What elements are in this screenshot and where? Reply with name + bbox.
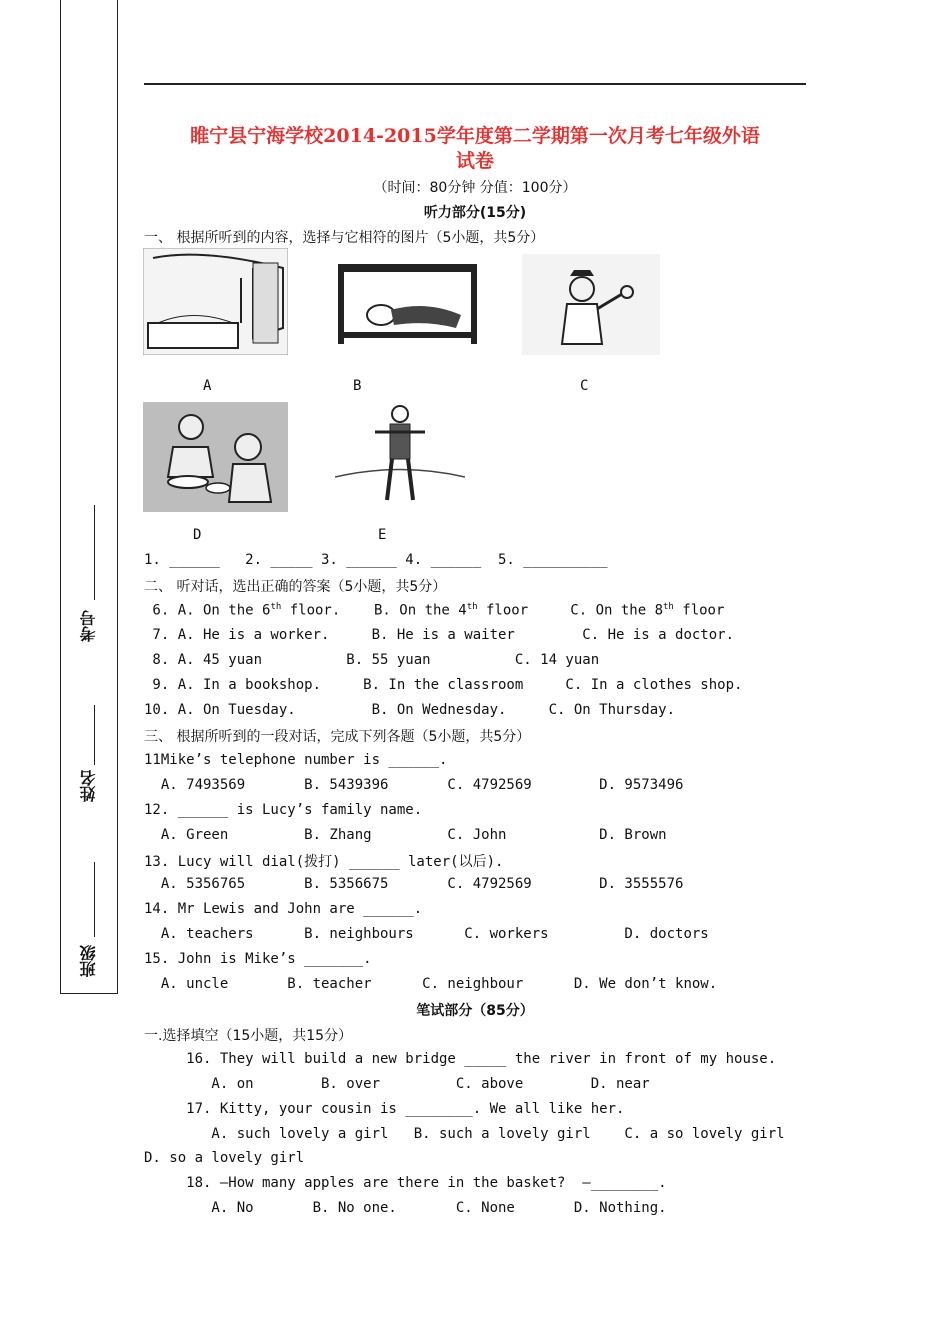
written-line: 18. —How many apples are there in the basket? —________. [144,1175,667,1191]
q6-part2: floor. B. On the 4 [281,602,467,619]
q6-part1: 6. A. On the 6 [144,602,271,619]
question-8: 8. A. 45 yuan B. 55 yuan C. 14 yuan [144,652,600,668]
part3-line: 13. Lucy will dial(拨打) ______ later(以后). [144,854,504,870]
written-heading: 一.选择填空（15小题，共15分） [144,1028,353,1044]
written-line: 17. Kitty, your cousin is ________. We all like her. [144,1101,625,1117]
part2-heading: 二、 听对话，选出正确的答案（5小题，共5分） [144,579,447,595]
exam-title [144,124,806,174]
part3-line: 11Mike’s telephone number is ______. [144,752,448,768]
part3-line: 15. John is Mike’s _______. [144,951,372,967]
q6-sup1: th [270,602,282,612]
number-blank-line [94,505,95,600]
q6-part3: floor C. On the 8 [477,602,663,619]
part3-line: A. uncle B. teacher C. neighbour D. We don’t know. [144,976,718,992]
standing-man-picture [335,402,465,507]
question-7: 7. A. He is a worker. B. He is a waiter C. He is a doctor. [144,627,735,643]
picture-letter-b: B [353,378,362,394]
part3-line: A. teachers B. neighbours C. workers D. doctors [144,926,709,942]
exam-title-line1: 睢宁县宁海学校2014-2015学年度第二学期第一次月考七年级外语 [190,125,760,147]
exam-info: （时间：80分钟 分值：100分） [373,180,577,196]
q6-part4: floor [673,602,725,619]
q6-sup3: th [663,602,674,612]
nurse-picture [522,254,660,355]
name-blank-line [94,705,95,765]
bathroom-picture [143,248,288,355]
q6-sup2: th [466,602,478,612]
part1-answer-blanks: 1. ______ 2. _____ 3. ______ 4. ______ 5. __________ [144,552,608,568]
question-10: 10. A. On Tuesday. B. On Wednesday. C. On Thursday. [144,702,676,718]
part3-heading: 三、 根据所听到的一段对话，完成下列各题（5小题，共5分） [144,729,531,745]
question-9: 9. A. In a bookshop. B. In the classroom C. In a clothes shop. [144,677,743,693]
question-6 [144,602,724,619]
picture-letter-c: C [580,378,589,394]
picture-letter-a: A [203,378,212,394]
shelf-sleeping-picture [336,260,479,346]
binding-sidebar [60,0,118,994]
cooking-picture [143,402,288,512]
written-line: A. on B. over C. above D. near [144,1076,650,1092]
part3-line: A. Green B. Zhang C. John D. Brown [144,827,667,843]
part3-line: 14. Mr Lewis and John are ______. [144,901,423,917]
written-line: D. so a lovely girl [144,1150,305,1166]
exam-title-line2: 试卷 [455,150,494,172]
name-label: 姓名 [79,770,98,802]
header-rule [144,83,806,85]
written-line: 16. They will build a new bridge _____ the river in front of my house. [144,1051,777,1067]
part3-line: A. 7493569 B. 5439396 C. 4792569 D. 9573496 [144,777,684,793]
written-header: 笔试部分（85分） [416,1003,534,1019]
part3-line: A. 5356765 B. 5356675 C. 4792569 D. 3555576 [144,876,684,892]
class-blank-line [94,862,95,937]
number-label: 考号 [79,610,98,642]
written-line: A. such lovely a girl B. such a lovely girl C. a so lovely girl [144,1126,785,1142]
part1-heading: 一、 根据所听到的内容，选择与它相符的图片（5小题，共5分） [144,230,545,246]
class-label: 班级 [79,945,98,977]
picture-letter-e: E [378,527,387,543]
written-line: A. No B. No one. C. None D. Nothing. [144,1200,667,1216]
part3-line: 12. ______ is Lucy’s family name. [144,802,423,818]
picture-letter-d: D [193,527,202,543]
listening-header: 听力部分(15分) [423,205,527,221]
